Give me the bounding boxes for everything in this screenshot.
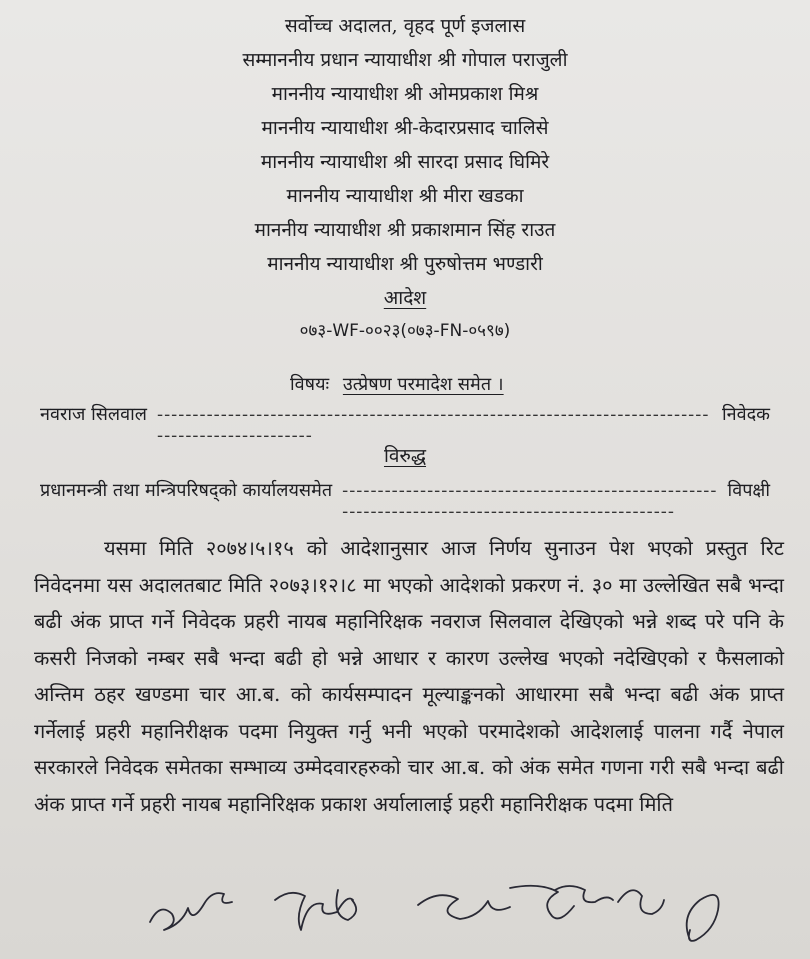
court-name: सर्वोच्च अदालत, वृहद पूर्ण इजलास: [284, 15, 526, 37]
signature-3: [336, 890, 356, 920]
versus-text: विरुद्ध: [383, 445, 427, 467]
order-body-paragraph: यसमा मिति २०७४।५।१५ को आदेशानुसार आज निर्णय सुनाउन पेश भएको प्रस्तुत रिट निवेदनमा यस अदालतबाट मिति २०७३।१२।८ मा भएको आदेशको प्रकरण नं. ३० मा उल्लेखित सबै भन्दा बढी अंक प्राप्त गर्ने निवेदक प्रहरी नायब महानिरिक्षक नवराज सिलवाल देखिएको भन्ने शब्द परे पनि के कसरी निजको नम्बर सबै भन्दा बढी हो भन्ने आधार र कारण उल्लेख भएको नदेखिएको र फैसलाको अन्तिम ठहर खण्डमा चार आ.ब. को कार्यसम्पादन मूल्याङ्कनको आधारमा सबै भन्दा बढी अंक प्राप्त गर्नेलाई प्रहरी महानिरीक्षक पदमा नियुक्त गर्नु भनी भएको परमादेशको आदेशलाई पालना गर्दै नेपाल सरकारले निवेदक समेतका सम्भाव्य उम्मेदवारहरुको चार आ.ब. को अंक समेत गणना गरी सबै भन्दा बढी अंक प्राप्त गर्ने प्रहरी नायब महानिरिक्षक प्रकाश अर्यालालाई प्रहरी महानिरीक्षक पदमा मिति: [34, 536, 784, 816]
subject-text: उत्प्रेषण परमादेश समेत ।: [342, 374, 504, 395]
order-title: [0, 284, 810, 310]
judge-line: माननीय न्यायाधीश श्री मीरा खडका: [286, 185, 524, 207]
signatures: [0, 860, 810, 959]
respondent-name: प्रधानमन्त्री तथा मन्त्रिपरिषद्को कार्यालयसमेत: [40, 480, 333, 501]
judge-line: सम्माननीय प्रधान न्यायाधीश श्री गोपाल पराजुली: [242, 49, 568, 71]
signature-8: [687, 895, 719, 941]
order-title-text: आदेश: [383, 287, 427, 309]
signature-7: [618, 890, 664, 914]
respondent-row: [40, 478, 770, 522]
judge-line: माननीय न्यायाधीश श्री सारदा प्रसाद घिमिरे: [260, 151, 550, 173]
signature-5: [510, 886, 574, 919]
signature-2: [275, 893, 353, 930]
subject-label: विषयः: [290, 374, 330, 395]
signature-1: [150, 893, 232, 930]
respondent-role: विपक्षी: [727, 480, 770, 501]
judge-line: माननीय न्यायाधीश श्री पुरुषोत्तम भण्डारी: [267, 253, 543, 275]
subject-line: [290, 372, 504, 396]
judge-line: माननीय न्यायाधीश श्री प्रकाशमान सिंह राउत: [254, 219, 556, 241]
respondent-dashes: ----------------------------------------------------------------------------------------------------: [342, 480, 718, 522]
versus: [0, 442, 810, 468]
signature-6: [555, 886, 613, 902]
petitioner-row: [40, 402, 770, 446]
case-number: ०७३-WF-००२३(०७३-FN-०५९७): [299, 321, 511, 341]
judge-line: माननीय न्यायाधीश श्री ओमप्रकाश मिश्र: [271, 83, 539, 105]
petitioner-name: नवराज सिलवाल: [40, 404, 148, 425]
petitioner-role: निवेदक: [721, 404, 770, 425]
judge-line: माननीय न्यायाधीश श्री-केदारप्रसाद चालिसे: [261, 117, 549, 139]
petitioner-dashes: ----------------------------------------------------------------------------------------------------: [157, 404, 710, 446]
signature-4: [418, 895, 510, 919]
